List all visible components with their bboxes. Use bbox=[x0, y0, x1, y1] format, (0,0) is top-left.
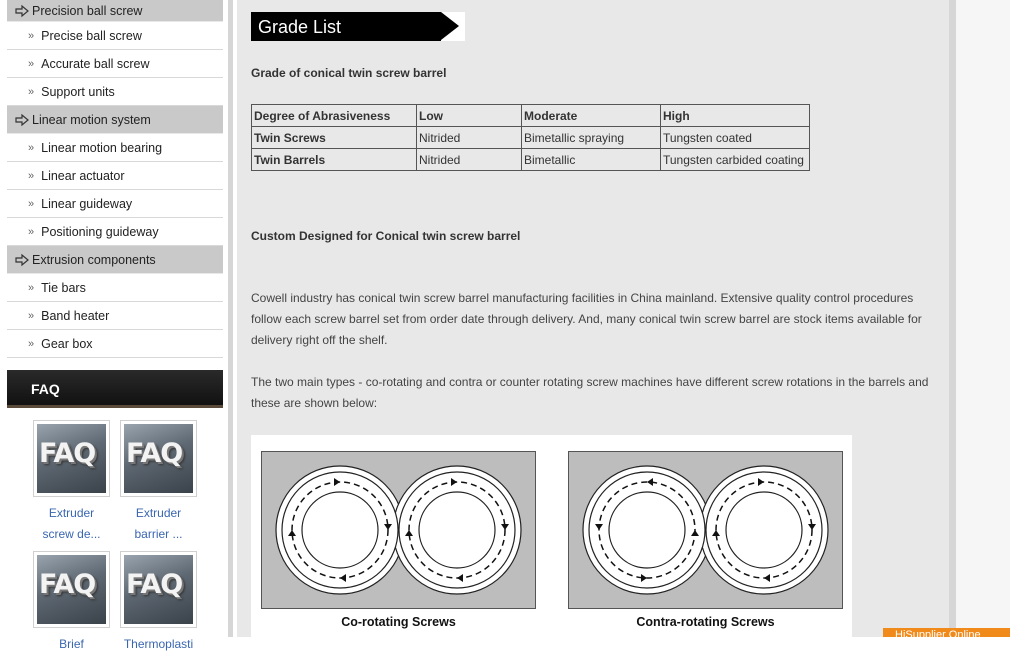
menu-item-label: Positioning guideway bbox=[41, 224, 159, 239]
grade-table bbox=[251, 104, 810, 171]
menu-item-label: Tie bars bbox=[41, 280, 86, 295]
category-linear-motion-system[interactable] bbox=[7, 106, 223, 134]
table-cell: Bimetallic bbox=[522, 149, 661, 171]
menu-item-linear-actuator[interactable] bbox=[7, 162, 223, 190]
section-title bbox=[251, 12, 465, 41]
sidebar bbox=[7, 0, 223, 651]
menu-item-label: Band heater bbox=[41, 308, 110, 323]
faq-card[interactable] bbox=[33, 551, 110, 655]
screw-rotation-diagram bbox=[251, 435, 852, 637]
faq-image-text: FAQ bbox=[39, 438, 96, 469]
online-support-widget[interactable] bbox=[883, 628, 1010, 641]
faq-header bbox=[7, 370, 223, 408]
table-cell: Tungsten coated bbox=[661, 127, 810, 149]
faq-link-line1[interactable]: Brief bbox=[59, 637, 84, 651]
faq-image bbox=[37, 555, 106, 624]
table-row bbox=[252, 149, 810, 171]
custom-heading: Custom Designed for Conical twin screw barrel bbox=[251, 229, 521, 243]
menu-item-label: Precise ball screw bbox=[41, 28, 142, 43]
faq-link[interactable] bbox=[33, 503, 110, 545]
table-cell: Nitrided bbox=[417, 127, 522, 149]
faq-link[interactable] bbox=[120, 634, 197, 655]
right-margin bbox=[956, 0, 1010, 637]
menu-item-label: Linear actuator bbox=[41, 168, 125, 183]
faq-image bbox=[37, 424, 106, 493]
faq-card[interactable] bbox=[120, 420, 197, 545]
online-support-label[interactable]: HiSupplier Online bbox=[895, 629, 981, 641]
faq-image bbox=[124, 424, 193, 493]
arrow-right-icon bbox=[15, 254, 29, 266]
menu-item-label: Support units bbox=[41, 84, 115, 99]
contra-rotating-caption: Contra-rotating Screws bbox=[636, 615, 775, 629]
contra-rotating-panel bbox=[568, 451, 843, 609]
table-header-row bbox=[252, 105, 810, 127]
category-label: Linear motion system bbox=[32, 112, 151, 127]
faq-link[interactable] bbox=[33, 634, 110, 655]
faq-link-line2[interactable]: barrier ... bbox=[134, 527, 183, 541]
menu-item-label: Gear box bbox=[41, 336, 93, 351]
menu-item-accurate-ball-screw[interactable] bbox=[7, 50, 223, 78]
double-chevron-icon: » bbox=[28, 57, 35, 70]
table-row bbox=[252, 127, 810, 149]
double-chevron-icon: » bbox=[28, 197, 35, 210]
menu-item-band-heater[interactable] bbox=[7, 302, 223, 330]
co-rotating-panel bbox=[261, 451, 536, 609]
faq-thumbnail[interactable] bbox=[33, 551, 110, 628]
faq-thumbnail[interactable] bbox=[33, 420, 110, 497]
table-row-header: Twin Screws bbox=[252, 127, 417, 149]
table-cell: Bimetallic spraying bbox=[522, 127, 661, 149]
double-chevron-icon: » bbox=[28, 169, 35, 182]
table-header-cell: Degree of Abrasiveness bbox=[252, 105, 417, 127]
co-rotating-screws-drawing bbox=[262, 452, 535, 608]
arrow-right-icon bbox=[15, 5, 29, 17]
double-chevron-icon: » bbox=[28, 141, 35, 154]
faq-card[interactable] bbox=[120, 551, 197, 655]
double-chevron-icon: » bbox=[28, 281, 35, 294]
table-header-cell: Moderate bbox=[522, 105, 661, 127]
menu-item-label: Linear guideway bbox=[41, 196, 133, 211]
faq-image-text: FAQ bbox=[39, 569, 96, 600]
category-precision-ball-screw[interactable] bbox=[7, 0, 223, 22]
faq-link-line1[interactable]: Extruder bbox=[135, 506, 182, 520]
double-chevron-icon: » bbox=[28, 29, 35, 42]
faq-link[interactable] bbox=[120, 503, 197, 545]
main-content bbox=[237, 0, 949, 637]
column-divider bbox=[228, 0, 233, 637]
grade-heading: Grade of conical twin screw barrel bbox=[251, 66, 447, 80]
double-chevron-icon: » bbox=[28, 337, 35, 350]
menu-item-linear-motion-bearing[interactable] bbox=[7, 134, 223, 162]
category-extrusion-components[interactable] bbox=[7, 246, 223, 274]
types-paragraph: The two main types - co-rotating and contra or counter rotating screw machines have different screw rotations in the barrels and these are shown below: bbox=[251, 375, 929, 410]
category-label: Extrusion components bbox=[32, 252, 156, 267]
faq-image bbox=[124, 555, 193, 624]
co-rotating-caption: Co-rotating Screws bbox=[341, 615, 456, 629]
faq-image-text: FAQ bbox=[126, 438, 183, 469]
arrow-right-icon bbox=[15, 114, 29, 126]
faq-image-text: FAQ bbox=[126, 569, 183, 600]
menu-item-support-units[interactable] bbox=[7, 78, 223, 106]
menu-item-label: Linear motion bearing bbox=[41, 140, 163, 155]
table-cell: Nitrided bbox=[417, 149, 522, 171]
table-cell: Tungsten carbided coating bbox=[661, 149, 810, 171]
faq-link-line1[interactable]: Thermoplasti bbox=[123, 637, 194, 651]
column-divider bbox=[949, 0, 956, 637]
faq-title: FAQ bbox=[31, 381, 60, 397]
double-chevron-icon: » bbox=[28, 85, 35, 98]
menu bbox=[7, 0, 223, 358]
table-header-cell: High bbox=[661, 105, 810, 127]
menu-item-tie-bars[interactable] bbox=[7, 274, 223, 302]
faq-thumbnail[interactable] bbox=[120, 551, 197, 628]
table-header-cell: Low bbox=[417, 105, 522, 127]
table-row-header: Twin Barrels bbox=[252, 149, 417, 171]
intro-paragraph: Cowell industry has conical twin screw barrel manufacturing facilities in China mainland. Extensive quality control procedures follow each screw barrel set from order date through delivery. And, many conical twin screw barrel are stock items available for delivery right off the shelf. bbox=[251, 291, 922, 347]
section-title-text: Grade List bbox=[258, 17, 342, 37]
double-chevron-icon: » bbox=[28, 309, 35, 322]
contra-rotating-screws-drawing bbox=[569, 452, 842, 608]
double-chevron-icon: » bbox=[28, 225, 35, 238]
faq-card[interactable] bbox=[33, 420, 110, 545]
faq-thumbnail[interactable] bbox=[120, 420, 197, 497]
menu-item-precise-ball-screw[interactable] bbox=[7, 22, 223, 50]
faq-link-line1[interactable]: Extruder bbox=[48, 506, 95, 520]
menu-item-gear-box[interactable] bbox=[7, 330, 223, 358]
menu-item-linear-guideway[interactable] bbox=[7, 190, 223, 218]
faq-link-line2[interactable]: screw de... bbox=[42, 527, 101, 541]
menu-item-positioning-guideway[interactable] bbox=[7, 218, 223, 246]
title-arrow-shape bbox=[441, 12, 459, 40]
category-label: Precision ball screw bbox=[32, 3, 143, 18]
menu-item-label: Accurate ball screw bbox=[41, 56, 150, 71]
